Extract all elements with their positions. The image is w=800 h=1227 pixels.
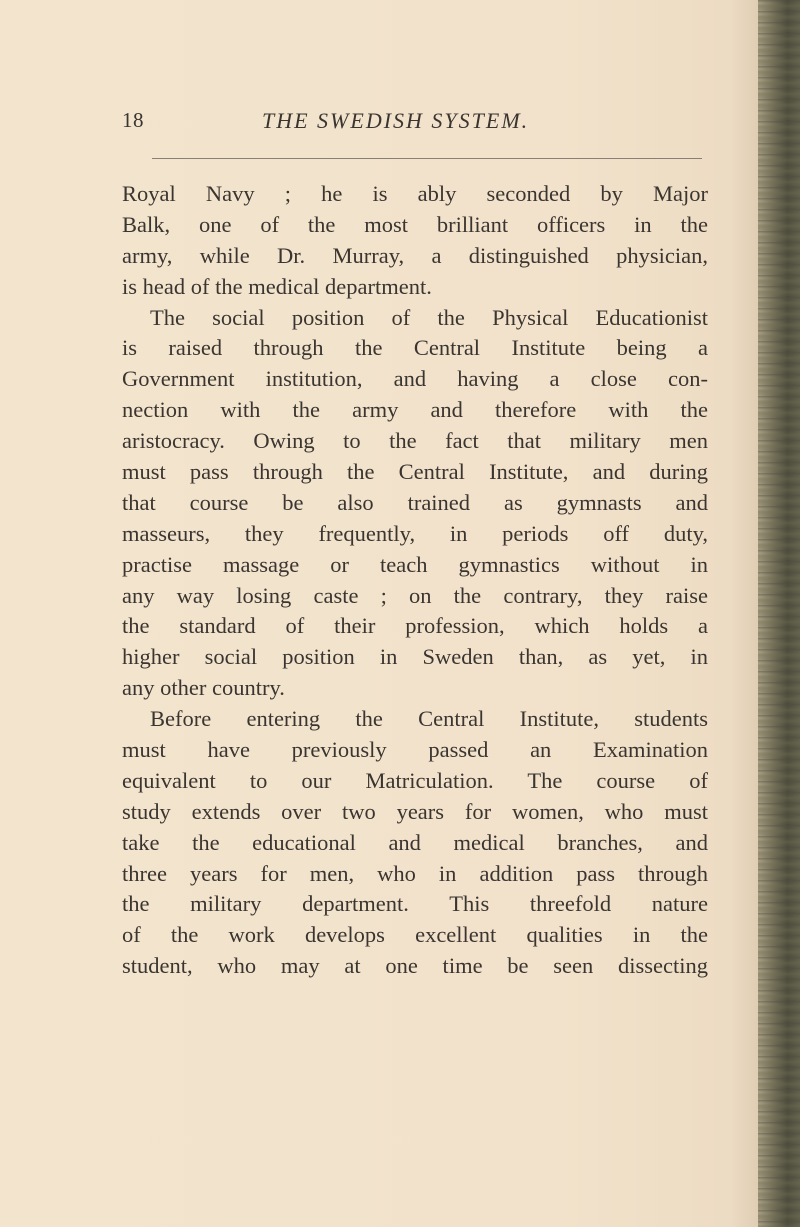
book-spine-edge <box>758 0 800 1227</box>
running-title: THE SWEDISH SYSTEM. <box>262 108 530 133</box>
text-line: army, while Dr. Murray, a distinguished physician, <box>122 242 708 268</box>
text-line: must have previously passed an Examination <box>122 737 708 763</box>
text-line: must pass through the Central Institute, and during <box>122 459 708 485</box>
text-line: aristocracy. Owing to the fact that military men <box>122 428 708 454</box>
text-line: that course be also trained as gymnasts and <box>122 489 708 515</box>
text-line: take the educational and medical branches, and <box>122 829 708 855</box>
page-header <box>122 108 712 148</box>
text-line: student, who may at one time be seen dissecting <box>122 953 708 979</box>
header-rule <box>152 158 702 159</box>
text-line: three years for men, who in addition pass through <box>122 860 708 886</box>
page-number: 18 <box>122 108 144 132</box>
gutter-shadow <box>730 0 760 1227</box>
text-line: Balk, one of the most brilliant officers in the <box>122 211 708 237</box>
text-line: Before entering the Central Institute, students <box>150 706 708 732</box>
text-line: is raised through the Central Institute being a <box>122 335 708 361</box>
text-line: any other country. <box>122 675 285 701</box>
text-line: of the work develops excellent qualities in the <box>122 922 708 948</box>
text-line: nection with the army and therefore with the <box>122 397 708 423</box>
text-line: Royal Navy ; he is ably seconded by Major <box>122 181 708 206</box>
text-line: study extends over two years for women, who must <box>122 798 708 824</box>
body-text <box>122 179 708 982</box>
text-line: equivalent to our Matriculation. The course of <box>122 767 708 793</box>
text-line: the standard of their profession, which holds a <box>122 613 708 639</box>
text-line: practise massage or teach gymnastics without in <box>122 551 708 577</box>
text-line: higher social position in Sweden than, as yet, in <box>122 644 708 670</box>
text-line: The social position of the Physical Educationist <box>150 304 708 330</box>
text-line: any way losing caste ; on the contrary, they raise <box>122 582 708 608</box>
text-line: the military department. This threefold nature <box>122 891 708 917</box>
text-line: is head of the medical department. <box>122 273 432 299</box>
text-line: masseurs, they frequently, in periods off duty, <box>122 520 708 546</box>
text-line: Government institution, and having a close con- <box>122 366 708 392</box>
